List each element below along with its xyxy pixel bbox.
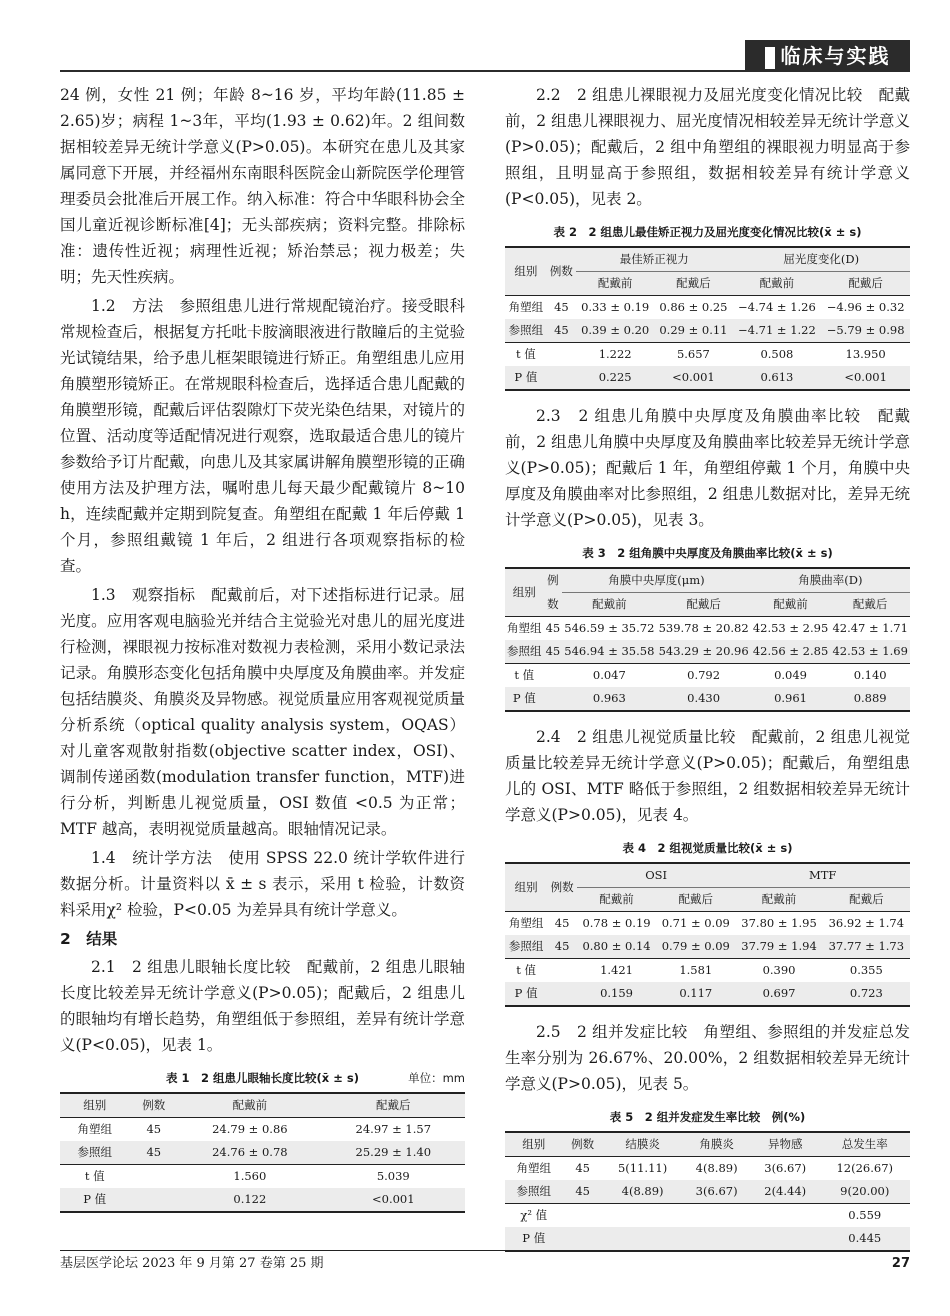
- paragraph: 2.3 2 组患儿角膜中央厚度及角膜曲率比较 配戴前，2 组患儿角膜中央厚度及角膜曲率比较差异无统计学意义(P>0.05)；配戴后 1 年，角塑组停戴 1 个月，角膜中央厚度及角膜曲率对比参照组，2 组患儿数据对比，差异无统计学意义(P>0.05)，见表 3。: [505, 407, 910, 529]
- cell: 1.222: [576, 343, 654, 367]
- cell: 0.792: [656, 664, 750, 688]
- page-number: 27: [891, 1256, 910, 1271]
- cell: 546.94 ± 35.58: [562, 640, 656, 664]
- th: 结膜炎: [603, 1132, 683, 1157]
- cell: 546.59 ± 35.72: [562, 617, 656, 641]
- cell: [563, 1227, 603, 1251]
- cell: [547, 959, 577, 983]
- paragraph: 2.1 2 组患儿眼轴长度比较 配戴前，2 组患儿眼轴长度比较差异无统计学意义(P>0.05)；配戴后，2 组患儿的眼轴均有增长趋势，角塑组低于参照组，差异有统计学意义(P<0.05)，见表 1。: [60, 958, 465, 1054]
- cell: t 值: [505, 343, 547, 367]
- cell: 3(6.67): [751, 1157, 820, 1181]
- cell: 37.79 ± 1.94: [735, 935, 822, 959]
- unit-label: 单位：mm: [408, 1071, 465, 1085]
- cell: 45: [547, 296, 576, 320]
- cell: [751, 1227, 820, 1251]
- table-2: [505, 246, 910, 391]
- th: 组别: [505, 863, 547, 912]
- cell: 4(8.89): [603, 1180, 683, 1204]
- cell: 0.225: [576, 366, 654, 390]
- th: 角膜炎: [682, 1132, 751, 1157]
- cell: 37.80 ± 1.95: [735, 912, 822, 936]
- th: 例数: [563, 1132, 603, 1157]
- cell: t 值: [60, 1165, 129, 1189]
- cell: 0.390: [735, 959, 822, 983]
- table-row: [505, 912, 910, 936]
- cell: [129, 1188, 178, 1212]
- th: 组别: [505, 568, 544, 617]
- cell: 角塑组: [505, 296, 547, 320]
- table-row: [505, 296, 910, 320]
- cell: 0.963: [562, 687, 656, 711]
- cell: [751, 1204, 820, 1228]
- th: 配戴后: [656, 888, 735, 912]
- cell: 参照组: [505, 640, 544, 664]
- paragraph: 1.4 统计学方法 使用 SPSS 22.0 统计学软件进行数据分析。计量资料以 x̄ ± s 表示，采用 t 检验，计数资料采用χ² 检验，P<0.05 为差异具有统计学意义。: [60, 849, 465, 919]
- table-row: [505, 1157, 910, 1181]
- table-row: [505, 1180, 910, 1204]
- cell: 0.445: [820, 1227, 911, 1251]
- cell: 45: [547, 912, 577, 936]
- cell: 参照组: [505, 319, 547, 343]
- th: 组别: [505, 247, 547, 296]
- cell: 4(8.89): [682, 1157, 751, 1181]
- cell: −4.71 ± 1.22: [733, 319, 822, 343]
- cell: 24.97 ± 1.57: [322, 1118, 465, 1142]
- table-row: [60, 1118, 465, 1142]
- journal-info: 基层医学论坛 2023 年 9 月第 27 卷第 25 期: [60, 1256, 324, 1271]
- th: 例: [544, 568, 563, 593]
- cell: 0.79 ± 0.09: [656, 935, 735, 959]
- cell: 45: [547, 319, 576, 343]
- cell: 0.961: [751, 687, 831, 711]
- cell: 0.159: [577, 982, 656, 1006]
- table-row: [60, 1141, 465, 1165]
- cell: 42.53 ± 1.69: [830, 640, 910, 664]
- cell: 0.889: [830, 687, 910, 711]
- table-caption: 表 4 2 组视觉质量比较(x̄ ± s): [622, 841, 793, 855]
- cell: 45: [129, 1118, 178, 1142]
- cell: 0.613: [733, 366, 822, 390]
- th: 角膜曲率(D): [751, 568, 910, 593]
- cell: 0.71 ± 0.09: [656, 912, 735, 936]
- cell: χ² 值: [505, 1204, 563, 1228]
- th: 例数: [547, 863, 577, 912]
- cell: 角塑组: [505, 1157, 563, 1181]
- th: 配戴前: [735, 888, 822, 912]
- table-row: [505, 1204, 910, 1228]
- cell: 参照组: [505, 935, 547, 959]
- cell: 5.657: [654, 343, 732, 367]
- table-row: [505, 640, 910, 664]
- table-4: [505, 862, 910, 1007]
- th: 配戴前: [751, 593, 831, 617]
- cell: 0.430: [656, 687, 750, 711]
- cell: <0.001: [821, 366, 910, 390]
- cell: 9(20.00): [820, 1180, 911, 1204]
- cell: [682, 1227, 751, 1251]
- right-column: [505, 82, 910, 1252]
- th: 配戴后: [823, 888, 910, 912]
- cell: 5(11.11): [603, 1157, 683, 1181]
- th: 配戴后: [322, 1093, 465, 1118]
- header-square-icon: [765, 47, 775, 69]
- table-5: [505, 1131, 910, 1252]
- cell: [603, 1204, 683, 1228]
- cell: [682, 1204, 751, 1228]
- cell: [544, 664, 563, 688]
- table-row: [60, 1188, 465, 1212]
- cell: 5.039: [322, 1165, 465, 1189]
- cell: <0.001: [654, 366, 732, 390]
- cell: 25.29 ± 1.40: [322, 1141, 465, 1165]
- cell: 参照组: [60, 1141, 129, 1165]
- cell: 0.122: [178, 1188, 321, 1212]
- cell: 角塑组: [505, 912, 547, 936]
- paragraph: 1.3 观察指标 配戴前后，对下述指标进行记录。屈光度。应用客观电脑验光并结合主觉验光对患儿的屈光度进行检测，裸眼视力按标准对数视力表检测，采用小数记录法记录。角膜形态变化包括角膜中央厚度及角膜曲率。并发症包括结膜炎、角膜炎及异物感。视觉质量应用客观视觉质量分析系统（optical quality analysis system，OQAS）对儿童客观散射指数(objective scatter index，OSI)、调制传递函数(modulation transfer function，MTF)进行分析，判断患儿视觉质量，OSI 数值 <0.5 为正常；MTF 越高，表明视觉质量越高。眼轴情况记录。: [60, 586, 465, 838]
- th: 配戴前: [178, 1093, 321, 1118]
- cell: P 值: [505, 687, 544, 711]
- th: 配戴后: [656, 593, 750, 617]
- cell: 45: [129, 1141, 178, 1165]
- cell: 45: [563, 1157, 603, 1181]
- cell: [547, 366, 576, 390]
- cell: 3(6.67): [682, 1180, 751, 1204]
- paragraph: 1.2 方法 参照组患儿进行常规配镜治疗。接受眼科常规检查后，根据复方托吡卡胺滴眼液进行散瞳后的主觉验光试镜结果，给予患儿框架眼镜进行矫正。角塑组患儿应用角膜塑形镜矫正。在常规眼科检查后，选择适合患儿配戴的角膜塑形镜，配戴后评估裂隙灯下荧光染色结果，对镜片的位置、活动度等适配情况进行观察，选取最适合患儿的镜片参数给予订片配戴，向患儿及其家属讲解角膜塑形镜的正确使用方法及护理方法，嘱咐患儿每天最少配戴镜片 8~10 h，连续配戴并定期到院复查。角塑组在配戴 1 年后停戴 1 个月，参照组戴镜 1 年后，2 组进行各项观察指标的检查。: [60, 297, 465, 575]
- cell: 24.76 ± 0.78: [178, 1141, 321, 1165]
- th: 配戴前: [576, 272, 654, 296]
- cell: 42.53 ± 2.95: [751, 617, 831, 641]
- cell: 0.117: [656, 982, 735, 1006]
- cell: 13.950: [821, 343, 910, 367]
- th: 角膜中央厚度(μm): [562, 568, 751, 593]
- cell: 0.33 ± 0.19: [576, 296, 654, 320]
- cell: [544, 687, 563, 711]
- section-title: 临床与实践: [780, 44, 891, 68]
- cell: 1.581: [656, 959, 735, 983]
- cell: −4.96 ± 0.32: [821, 296, 910, 320]
- cell: <0.001: [322, 1188, 465, 1212]
- cell: 0.78 ± 0.19: [577, 912, 656, 936]
- cell: 0.508: [733, 343, 822, 367]
- table-row: [505, 935, 910, 959]
- th: 例数: [129, 1093, 178, 1118]
- cell: 0.355: [823, 959, 910, 983]
- th: 例数: [547, 247, 576, 296]
- cell: 0.047: [562, 664, 656, 688]
- table-row: [60, 1165, 465, 1189]
- cell: 角塑组: [60, 1118, 129, 1142]
- cell: 45: [544, 640, 563, 664]
- th: 组别: [505, 1132, 563, 1157]
- th: 屈光度变化(D): [733, 247, 910, 272]
- cell: 37.77 ± 1.73: [823, 935, 910, 959]
- th: 最佳矫正视力: [576, 247, 733, 272]
- cell: 0.140: [830, 664, 910, 688]
- th: 配戴前: [577, 888, 656, 912]
- cell: P 值: [505, 366, 547, 390]
- table-caption: 表 3 2 组角膜中央厚度及角膜曲率比较(x̄ ± s): [582, 546, 833, 560]
- table-caption: [60, 1070, 465, 1086]
- cell: 0.80 ± 0.14: [577, 935, 656, 959]
- th: 配戴后: [654, 272, 732, 296]
- cell: 45: [544, 617, 563, 641]
- paragraph: 2.4 2 组患儿视觉质量比较 配戴前，2 组患儿视觉质量比较差异无统计学意义(P>0.05)；配戴后，角塑组患儿的 OSI、MTF 略低于参照组，2 组数据相较差异无统计学意义(P>0.05)，见表 4。: [505, 728, 910, 824]
- cell: 1.560: [178, 1165, 321, 1189]
- cell: 543.29 ± 20.96: [656, 640, 750, 664]
- cell: 45: [547, 935, 577, 959]
- cell: [563, 1204, 603, 1228]
- cell: 0.049: [751, 664, 831, 688]
- table-row: [505, 982, 910, 1006]
- section-heading: 2 结果: [60, 930, 118, 948]
- cell: P 值: [60, 1188, 129, 1212]
- cell: t 值: [505, 664, 544, 688]
- cell: 0.697: [735, 982, 822, 1006]
- cell: 539.78 ± 20.82: [656, 617, 750, 641]
- caption-text: 表 1 2 组患儿眼轴长度比较(x̄ ± s): [166, 1071, 359, 1085]
- table-row: [505, 617, 910, 641]
- cell: 0.559: [820, 1204, 911, 1228]
- th: 异物感: [751, 1132, 820, 1157]
- cell: [129, 1165, 178, 1189]
- th: 配戴后: [830, 593, 910, 617]
- cell: 42.56 ± 2.85: [751, 640, 831, 664]
- th: 配戴后: [821, 272, 910, 296]
- cell: 0.86 ± 0.25: [654, 296, 732, 320]
- cell: 0.723: [823, 982, 910, 1006]
- th: 数: [544, 593, 563, 617]
- page-footer: [60, 1250, 910, 1277]
- cell: 24.79 ± 0.86: [178, 1118, 321, 1142]
- cell: P 值: [505, 1227, 563, 1251]
- table-row: [505, 343, 910, 367]
- cell: −5.79 ± 0.98: [821, 319, 910, 343]
- cell: [547, 982, 577, 1006]
- cell: t 值: [505, 959, 547, 983]
- table-caption: 表 2 2 组患儿最佳矫正视力及屈光度变化情况比较(x̄ ± s): [553, 225, 862, 239]
- paragraph: 2.5 2 组并发症比较 角塑组、参照组的并发症总发生率分别为 26.67%、20.00%，2 组数据相较差异无统计学意义(P>0.05)，见表 5。: [505, 1023, 910, 1093]
- cell: P 值: [505, 982, 547, 1006]
- section-header: [745, 40, 910, 72]
- table-row: [505, 1227, 910, 1251]
- cell: 1.421: [577, 959, 656, 983]
- th: OSI: [577, 863, 736, 888]
- cell: 42.47 ± 1.71: [830, 617, 910, 641]
- th: 配戴前: [562, 593, 656, 617]
- table-row: [505, 319, 910, 343]
- cell: 0.29 ± 0.11: [654, 319, 732, 343]
- left-column: [60, 82, 465, 1213]
- cell: 参照组: [505, 1180, 563, 1204]
- cell: 36.92 ± 1.74: [823, 912, 910, 936]
- th: 总发生率: [820, 1132, 911, 1157]
- cell: −4.74 ± 1.26: [733, 296, 822, 320]
- header-rule: [60, 70, 910, 72]
- cell: 2(4.44): [751, 1180, 820, 1204]
- table-caption: 表 5 2 组并发症发生率比较 例(%): [609, 1110, 806, 1124]
- table-row: [505, 687, 910, 711]
- th: MTF: [735, 863, 910, 888]
- cell: 角塑组: [505, 617, 544, 641]
- th: 组别: [60, 1093, 129, 1118]
- paragraph: 24 例，女性 21 例；年龄 8~16 岁，平均年龄(11.85 ± 2.65)岁；病程 1~3年，平均(1.93 ± 0.62)年。2 组间数据相较差异无统计学意义(P>0.05)。本研究在患儿及其家属同意下开展，并经福州东南眼科医院金山新院医学伦理管理委员会批准后开展工作。纳入标准：符合中华眼科协会全国儿童近视诊断标准[4]；无头部疾病；资料完整。排除标准：遗传性近视；病理性近视；矫治禁忌；视力极差；失明；先天性疾病。: [60, 86, 465, 286]
- cell: [547, 343, 576, 367]
- table-3: [505, 567, 910, 712]
- th: 配戴前: [733, 272, 822, 296]
- table-row: [505, 959, 910, 983]
- table-row: [505, 664, 910, 688]
- cell: [603, 1227, 683, 1251]
- cell: 0.39 ± 0.20: [576, 319, 654, 343]
- cell: 45: [563, 1180, 603, 1204]
- paragraph: 2.2 2 组患儿裸眼视力及屈光度变化情况比较 配戴前，2 组患儿裸眼视力、屈光度情况相较差异无统计学意义(P>0.05)；配戴后，2 组中角塑组的裸眼视力明显高于参照组，且明显高于参照组，数据相较差异有统计学意义(P<0.05)，见表 2。: [505, 86, 910, 208]
- table-row: [505, 366, 910, 390]
- cell: 12(26.67): [820, 1157, 911, 1181]
- table-1: [60, 1092, 465, 1213]
